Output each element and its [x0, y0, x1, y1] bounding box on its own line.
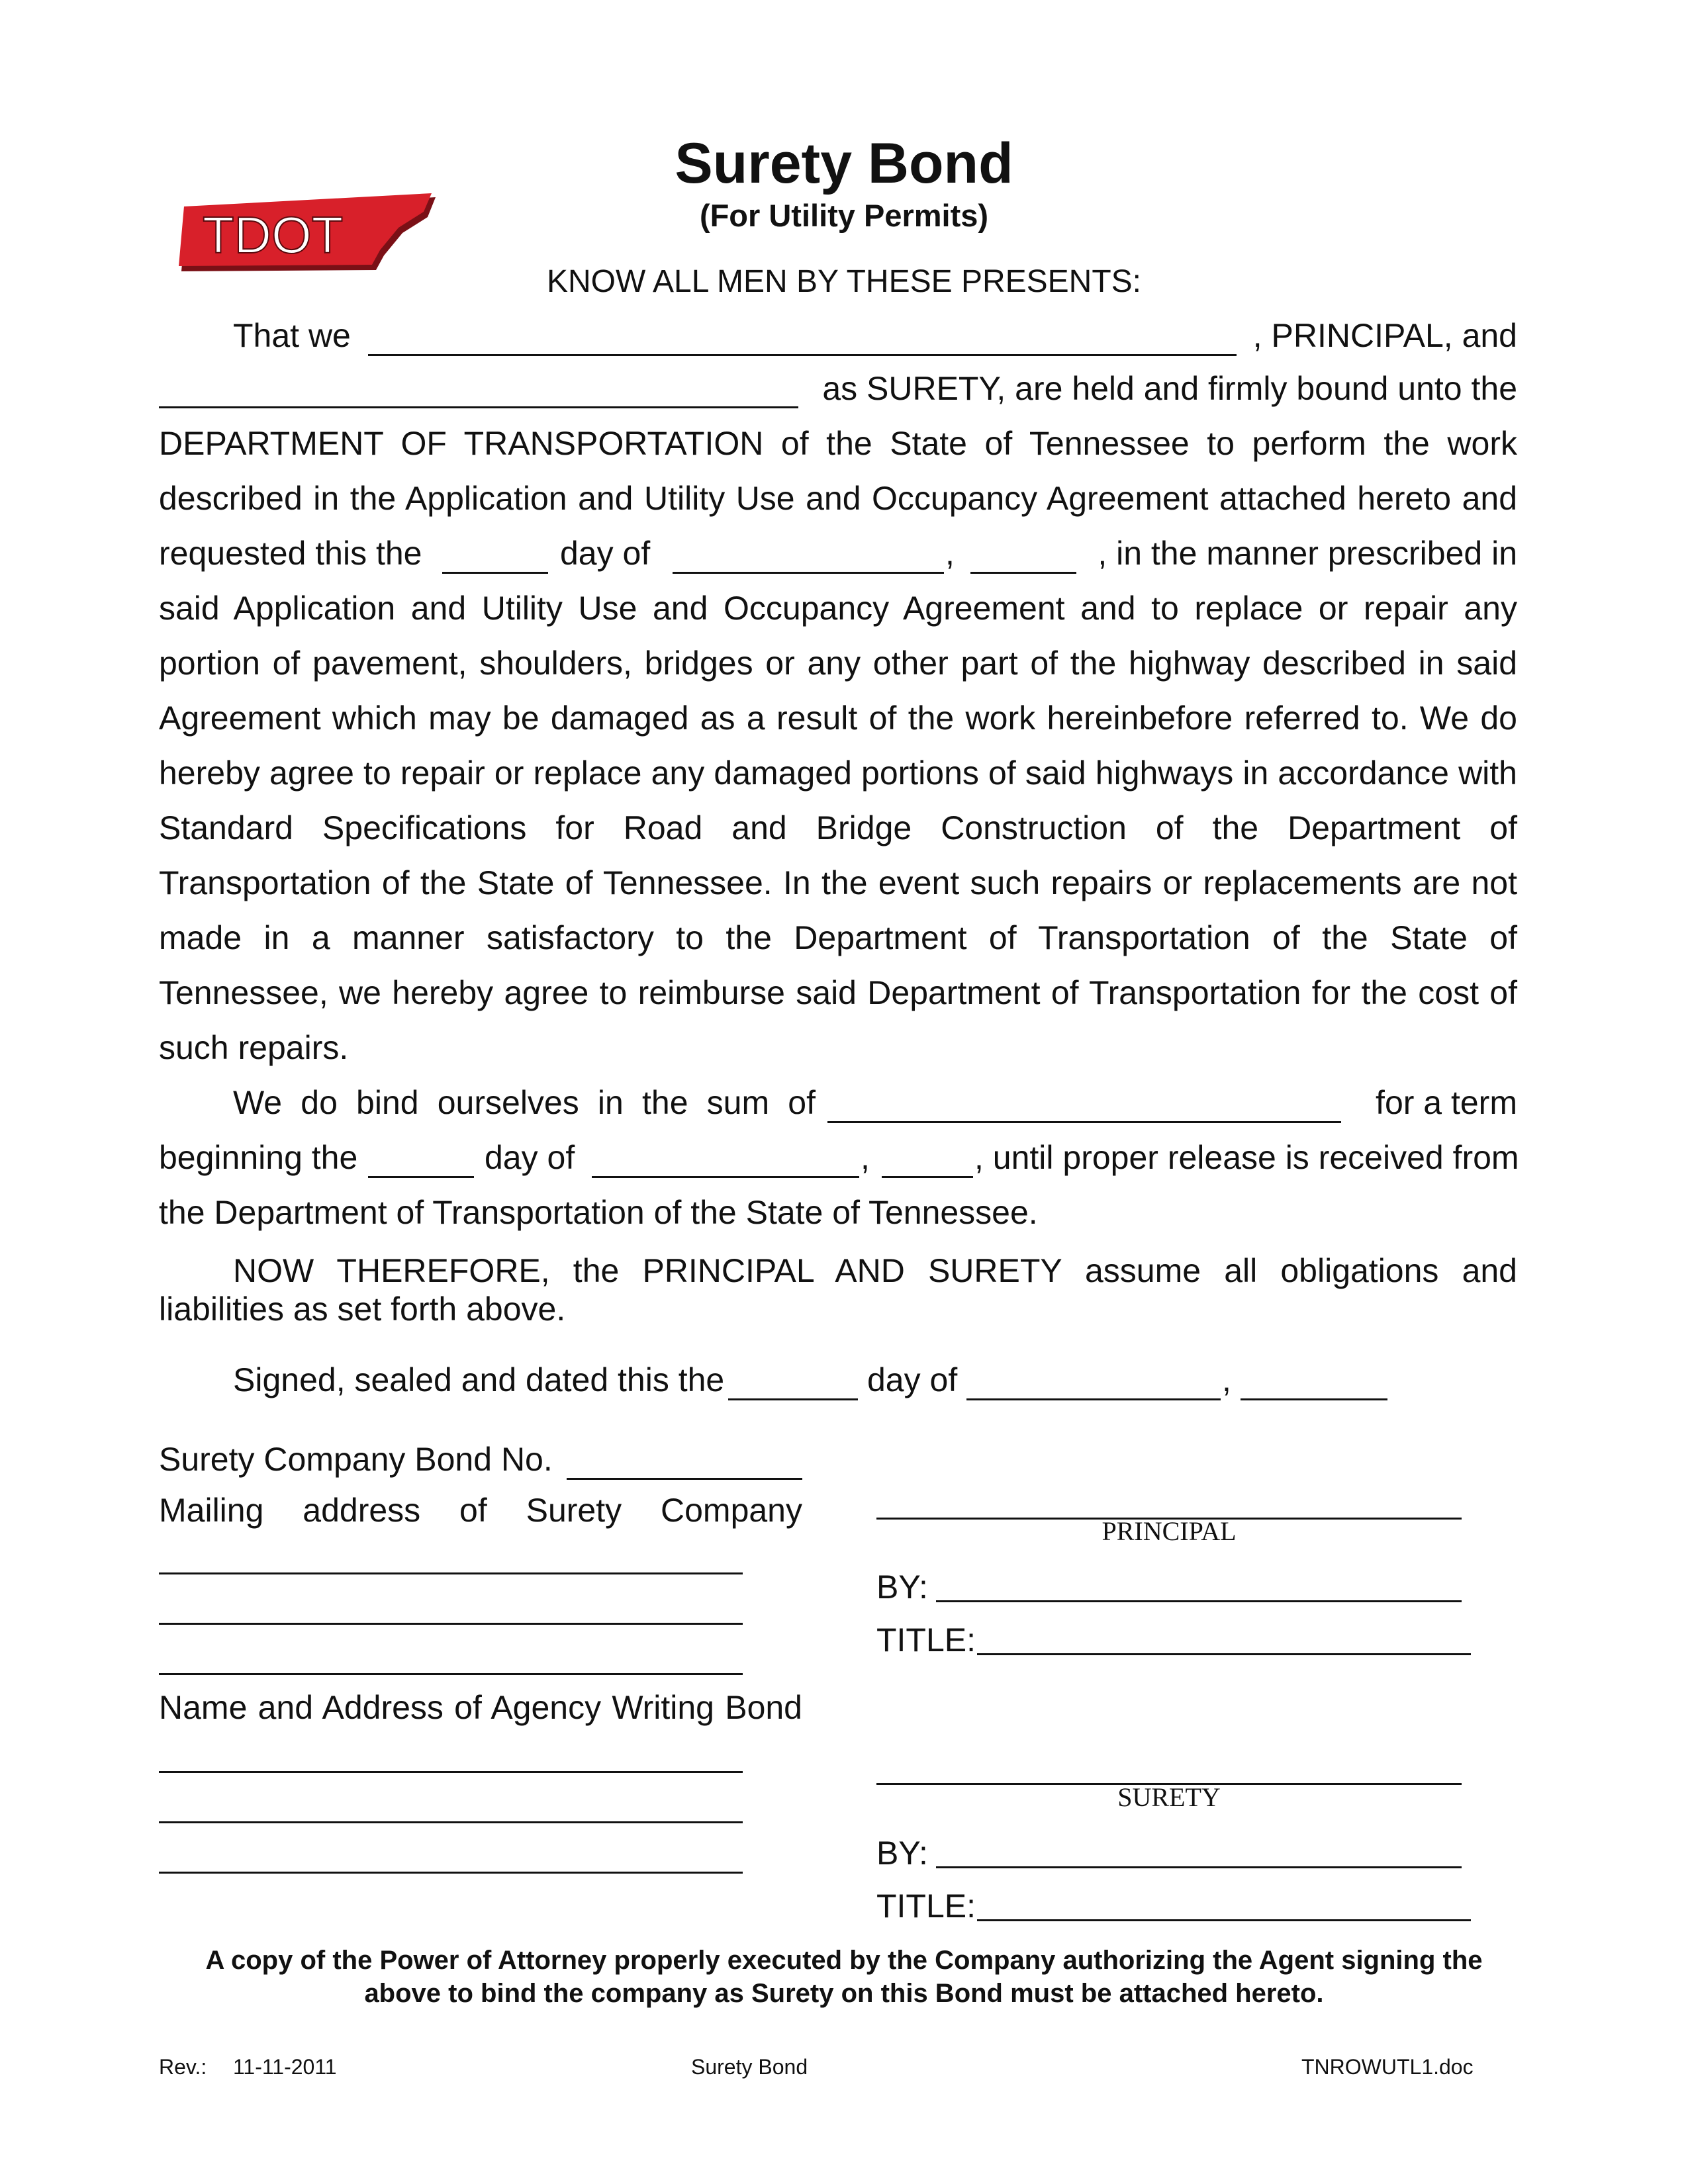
- bond-sum-field[interactable]: [827, 1091, 1341, 1123]
- term-year-field[interactable]: [882, 1146, 973, 1178]
- power-of-attorney-note-1: A copy of the Power of Attorney properly executed by the Company authorizing the Agent signing the: [205, 1946, 1483, 1975]
- footer-filename: TNROWUTL1.doc: [1301, 2055, 1474, 2079]
- text-that-we: That we: [233, 317, 351, 354]
- term-day-field[interactable]: [368, 1146, 474, 1178]
- bond-no-label: Surety Company Bond No.: [159, 1441, 553, 1478]
- request-year-field[interactable]: [970, 541, 1076, 574]
- footer-rev-label: Rev.:: [159, 2055, 207, 2079]
- surety-by-label: BY:: [876, 1835, 928, 1872]
- surety-by-field[interactable]: [936, 1866, 1462, 1868]
- power-of-attorney-note-2: above to bind the company as Surety on this Bond must be attached hereto.: [364, 1979, 1324, 2008]
- surety-label: SURETY: [1117, 1782, 1221, 1812]
- p1-line-7: portion of pavement, shoulders, bridges or any other part of the highway described in said: [159, 645, 1517, 682]
- request-month-field[interactable]: [673, 541, 944, 574]
- request-day-field[interactable]: [442, 541, 548, 574]
- p2-line-2-d: , until proper release is received from: [974, 1139, 1519, 1176]
- p1-line-9: hereby agree to repair or replace any damaged portions of said highways in accordance with: [159, 754, 1517, 792]
- p1-line-8: Agreement which may be damaged as a result of the work hereinbefore referred to. We do: [159, 700, 1517, 737]
- signed-day-field[interactable]: [728, 1368, 858, 1400]
- p1-line-5-c: ,: [945, 535, 955, 572]
- principal-title-field[interactable]: [977, 1653, 1471, 1655]
- surety-name-field[interactable]: [159, 376, 798, 408]
- signed-year-field[interactable]: [1241, 1368, 1387, 1400]
- p2-line-2-a: beginning the: [159, 1139, 358, 1176]
- principal-by-label: BY:: [876, 1569, 928, 1606]
- p2-line-2-b: day of: [485, 1139, 575, 1176]
- p3-line-2: liabilities as set forth above.: [159, 1291, 566, 1328]
- p1-line-13: Tennessee, we hereby agree to reimburse said Department of Transportation for the cost of: [159, 974, 1517, 1011]
- p1-line-4: described in the Application and Utility Use and Occupancy Agreement attached hereto and: [159, 480, 1517, 517]
- p3-line-1: NOW THEREFORE, the PRINCIPAL AND SURETY assume all obligations and: [233, 1252, 1517, 1289]
- p2-line-3: the Department of Transportation of the State of Tennessee.: [159, 1194, 1038, 1231]
- p2-line-1-b: for a term: [1376, 1084, 1517, 1121]
- p1-line-6: said Application and Utility Use and Occupancy Agreement and to replace or repair any: [159, 590, 1517, 627]
- bond-no-field[interactable]: [567, 1447, 802, 1480]
- p1-line-5-d: , in the manner prescribed in: [1098, 535, 1517, 572]
- p1-line-11: Transportation of the State of Tennessee. In the event such repairs or replacements are not: [159, 864, 1517, 901]
- principal-by-field[interactable]: [936, 1600, 1462, 1602]
- signed-text-a: Signed, sealed and dated this the: [233, 1361, 725, 1398]
- p1-line-3: DEPARTMENT OF TRANSPORTATION of the State of Tennessee to perform the work: [159, 425, 1517, 462]
- mailing-address-line-2[interactable]: [159, 1623, 743, 1625]
- mailing-address-line-3[interactable]: [159, 1673, 743, 1675]
- mailing-address-line-1[interactable]: [159, 1572, 743, 1574]
- signed-month-field[interactable]: [966, 1368, 1221, 1400]
- document-title: Surety Bond: [675, 132, 1013, 195]
- p1-line-1: [233, 316, 351, 355]
- signed-text-b: day of: [867, 1361, 958, 1398]
- p2-line-1-a: We do bind ourselves in the sum of: [233, 1084, 816, 1121]
- p1-line-5-b: day of: [560, 535, 651, 572]
- principal-title-label: TITLE:: [876, 1621, 976, 1659]
- p1-line-5-a: requested this the: [159, 535, 422, 572]
- agency-line-2[interactable]: [159, 1821, 743, 1823]
- know-all-men-heading: KNOW ALL MEN BY THESE PRESENTS:: [546, 264, 1142, 299]
- principal-name-field[interactable]: [368, 324, 1237, 356]
- p1-line-2-end: as SURETY, are held and firmly bound unto the: [822, 370, 1517, 407]
- agency-label: Name and Address of Agency Writing Bond: [159, 1689, 802, 1726]
- footer-center: Surety Bond: [691, 2055, 808, 2079]
- principal-label: PRINCIPAL: [1102, 1516, 1237, 1546]
- p1-line-14: such repairs.: [159, 1029, 349, 1066]
- agency-line-1[interactable]: [159, 1771, 743, 1773]
- p1-line-1-end: , PRINCIPAL, and: [1252, 317, 1517, 354]
- signed-text-c: ,: [1222, 1361, 1231, 1398]
- surety-title-field[interactable]: [977, 1919, 1471, 1921]
- agency-line-3[interactable]: [159, 1872, 743, 1874]
- term-month-field[interactable]: [592, 1146, 859, 1178]
- p2-line-2-c: ,: [861, 1139, 870, 1176]
- surety-title-label: TITLE:: [876, 1888, 976, 1925]
- p1-line-12: made in a manner satisfactory to the Department of Transportation of the State of: [159, 919, 1517, 956]
- p1-line-10: Standard Specifications for Road and Bridge Construction of the Department of: [159, 809, 1517, 846]
- logo-text: TDOT: [203, 206, 344, 264]
- document-subtitle: (For Utility Permits): [699, 198, 989, 233]
- mailing-address-label: Mailing address of Surety Company: [159, 1492, 802, 1529]
- footer-rev-date: 11-11-2011: [233, 2055, 337, 2079]
